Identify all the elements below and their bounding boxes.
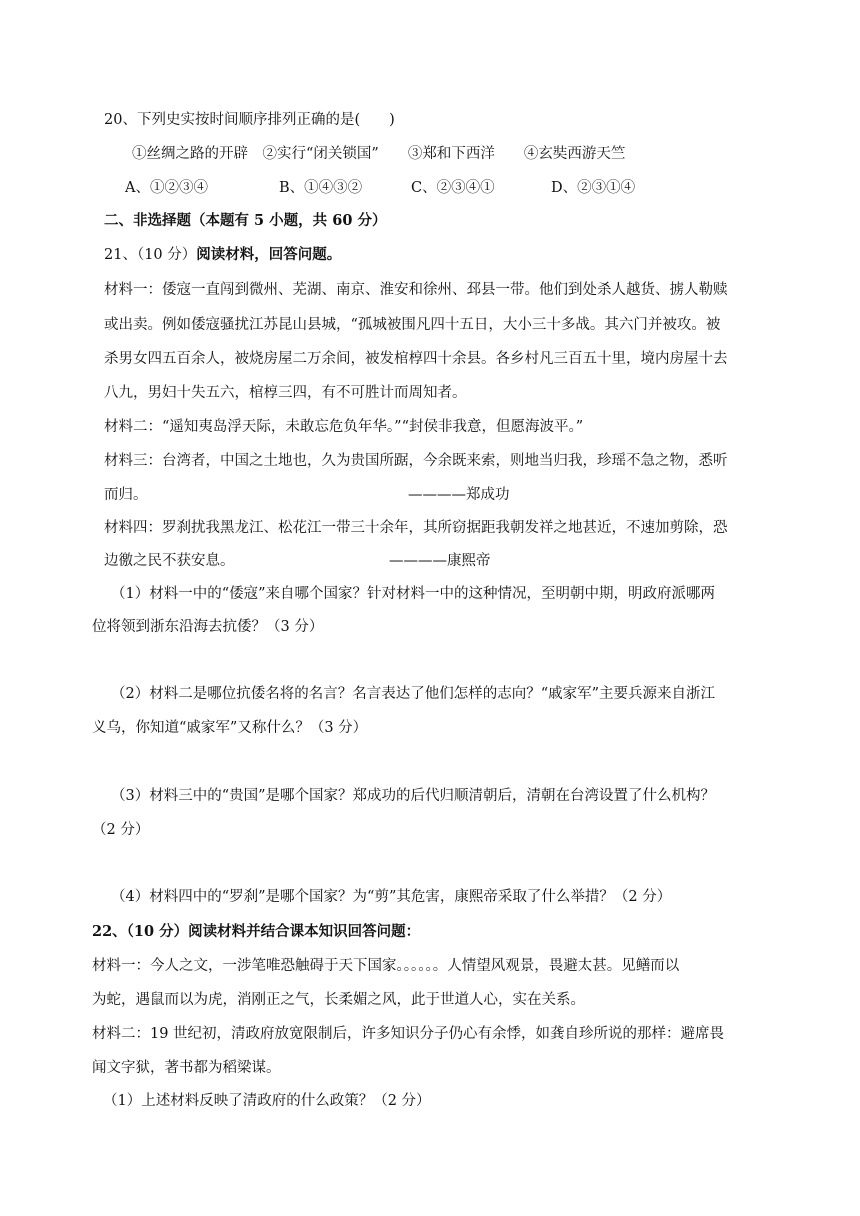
q21-sub2-line1: （2）材料二是哪位抗倭名将的名言？名言表达了他们怎样的志向？“戚家军”主要兵源来自浙江 xyxy=(111,686,716,702)
q21-material3-line1: 材料三：台湾者，中国之土地也，久为贵国所踞，今余既来索，则地当归我，珍瑶不急之物，悉听 xyxy=(104,453,728,469)
q20-option-b: B、①④③② xyxy=(279,180,363,196)
q20-option-a: A、①②③④ xyxy=(125,180,208,196)
q21-material1-line2: 或出卖。例如倭寇骚扰江苏昆山县城，“孤城被围凡四十五日，大小三十多战。其六门并被攻。被 xyxy=(104,317,721,333)
q21-material1-line3: 杀男女四五百余人，被烧房屋二万余间，被发棺椁四十余县。各乡村凡三百五十里，境内房屋十去 xyxy=(104,351,728,367)
q21-sub2-line2: 义乌，你知道“戚家军”又称什么？（3 分） xyxy=(92,720,368,736)
q21-material1-line1: 材料一：倭寇一直闯到微州、芜湖、南京、淮安和徐州、邳县一带。他们到处杀人越货、掳人勒赎 xyxy=(104,282,728,298)
q21-sub3-line2: （2 分） xyxy=(92,822,150,838)
q20-items: ①丝绸之路的开辟 ②实行“闭关锁国” ③郑和下西洋 ④玄奘西游天竺 xyxy=(132,146,626,162)
q21-material3-line2: 而归。 xyxy=(104,487,148,503)
q21-material1-line4: 八九，男妇十失五六，棺椁三四，有不可胜计而周知者。 xyxy=(104,385,467,401)
q21-material2: 材料二：“遥知夷岛浮天际，未敢忘危负年华。”“封侯非我意，但愿海波平。” xyxy=(104,419,584,435)
q22-material1-line2: 为蛇，遇鼠而以为虎，消刚正之气，长柔媚之风，此于世道人心，实在关系。 xyxy=(92,992,585,1008)
q21-header-number: 21、（10 分） xyxy=(104,247,197,263)
q21-sub3-line1: （3）材料三中的“贵国”是哪个国家？郑成功的后代归顺清朝后，清朝在台湾设置了什么机构？ xyxy=(111,788,716,804)
q20-stem: 20、下列史实按时间顺序排列正确的是( ) xyxy=(104,112,395,128)
q22-header: 22、（10 分）阅读材料并结合课本知识回答问题： xyxy=(92,923,421,940)
q21-sub4: （4）材料四中的“罗刹”是哪个国家？为“剪”其危害，康熙帝采取了什么举措？（2 分） xyxy=(111,889,672,905)
q21-header xyxy=(104,245,341,265)
q21-sub1-line1: （1）材料一中的“倭寇”来自哪个国家？针对材料一中的这种情况，至明朝中期，明政府派哪两 xyxy=(111,586,716,602)
q21-sub1-line2: 位将领到浙东沿海去抗倭？（3 分） xyxy=(92,619,324,635)
q21-material3-source: ————郑成功 xyxy=(408,487,510,503)
section-title: 二、非选择题（本题有 5 小题，共 60 分） xyxy=(104,212,387,229)
q22-material2-line1: 材料二：19 世纪初，清政府放宽限制后，许多知识分子仍心有余悸，如龚自珍所说的那样：避席畏 xyxy=(92,1026,725,1042)
q21-material4-line2: 边徼之民不获安息。 xyxy=(104,553,235,569)
q22-material2-line2: 闻文字狱，著书都为稻梁谋。 xyxy=(92,1060,281,1076)
q20-option-d: D、②③①④ xyxy=(551,180,636,196)
q21-material4-source: ————康熙帝 xyxy=(389,553,491,569)
q22-sub1: （1）上述材料反映了清政府的什么政策？（2 分） xyxy=(103,1093,431,1109)
q21-material4-line1: 材料四：罗刹扰我黑龙江、松花江一带三十余年，其所窃据距我朝发祥之地甚近，不速加剪除，恐 xyxy=(104,520,728,536)
q20-option-c: C、②③④① xyxy=(411,180,495,196)
q21-header-text: 阅读材料，回答问题。 xyxy=(196,246,342,263)
q22-material1-line1: 材料一：今人之文，一涉笔唯恐触碍于天下国家。。。。。。人情望风观景，畏避太甚。见鳝而以 xyxy=(92,958,680,974)
